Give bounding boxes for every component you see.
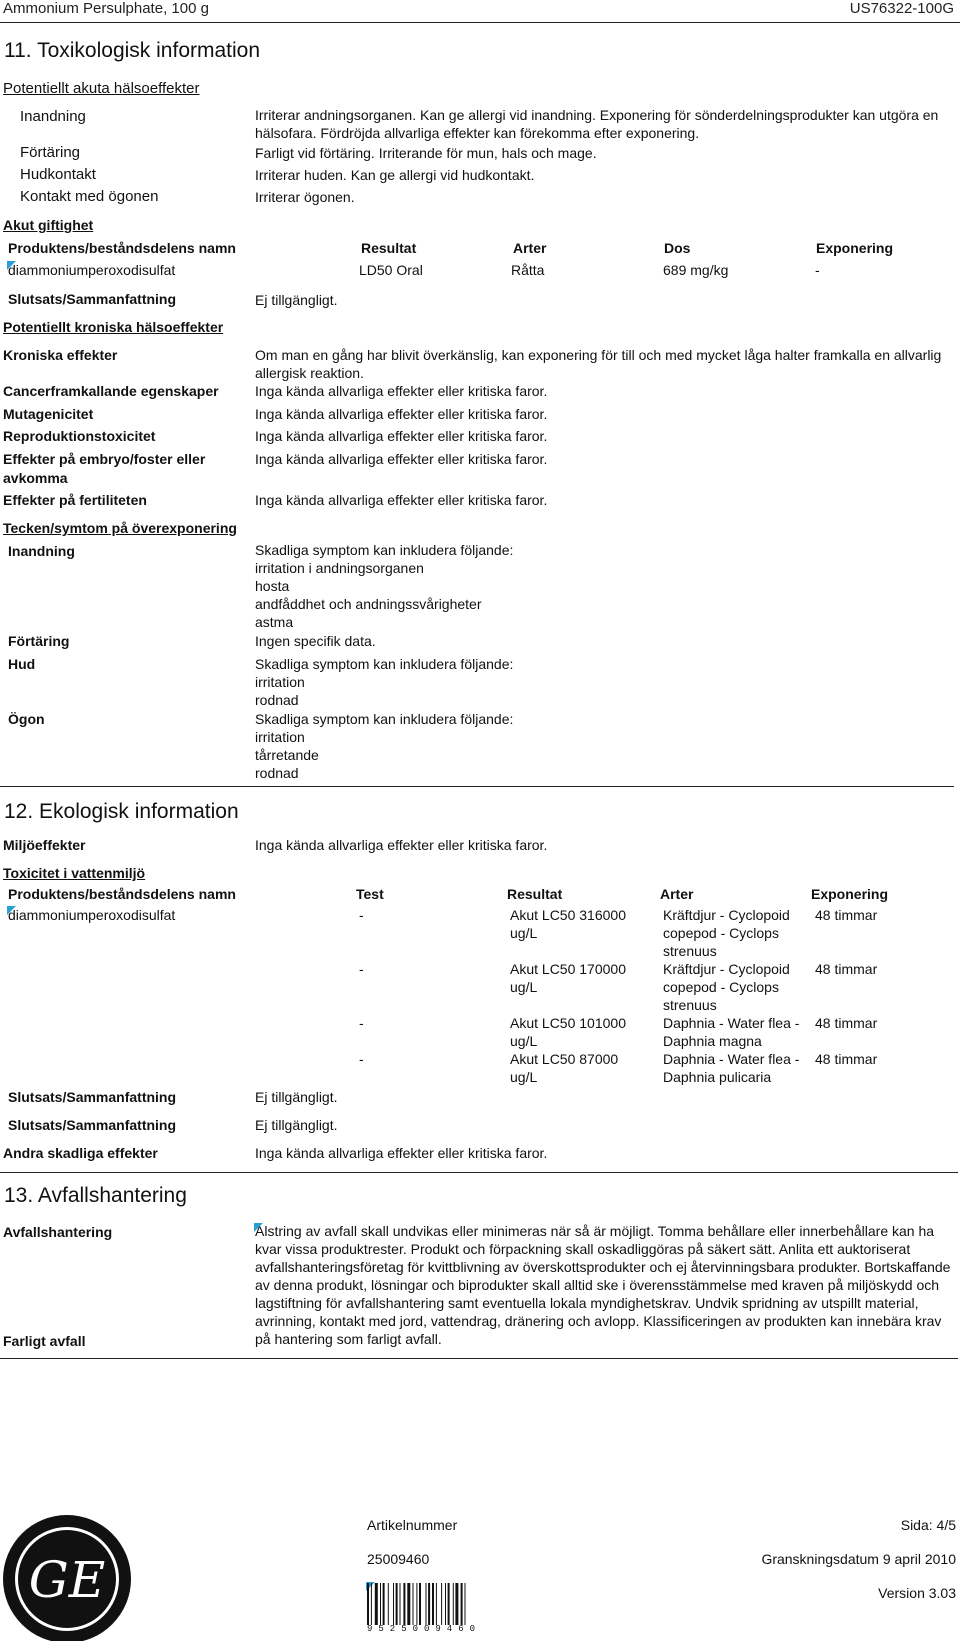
chronic-text: Inga kända allvarliga effekter eller kritiska faror. [255, 406, 548, 422]
symptom-line: Skadliga symptom kan inkludera följande: [255, 542, 514, 558]
acute-label: Hudkontakt [20, 166, 96, 183]
table-cell: - [359, 1051, 364, 1067]
table-cell: Daphnia - Water flea - Daphnia magna [663, 1015, 800, 1049]
env-label: Miljöeffekter [3, 837, 86, 853]
symptom-line: astma [255, 614, 294, 630]
symptom-line: hosta [255, 578, 290, 594]
barcode-bar [445, 1583, 446, 1625]
summary-label: Slutsats/Sammanfattning [8, 1117, 177, 1133]
symptom-line: andfåddhet och andningssvårigheter [255, 596, 482, 612]
product-code: US76322-100G [849, 0, 954, 17]
table-cell: Akut LC50 170000 ug/L [510, 961, 626, 995]
section-rule [0, 786, 954, 787]
barcode-bar [453, 1583, 454, 1625]
acute-label: Inandning [20, 108, 86, 125]
symptom-label: Ögon [8, 711, 45, 727]
symptom-line: Skadliga symptom kan inkludera följande: [255, 656, 514, 672]
col-header: Resultat [507, 886, 563, 902]
symptom-line: Ingen specifik data. [255, 633, 376, 649]
barcode-bar [428, 1583, 430, 1625]
header-rule [0, 22, 960, 23]
chronic-label: Kroniska effekter [3, 347, 118, 363]
symptom-line: rodnad [255, 765, 299, 781]
barcode-bar [465, 1583, 466, 1625]
waste-label: Avfallshantering [3, 1224, 113, 1240]
acute-text: Irriterar huden. Kan ge allergi vid hudkontakt. [255, 167, 535, 183]
table-cell: LD50 Oral [359, 262, 423, 278]
table-cell: Råtta [511, 262, 545, 278]
barcode-bar [455, 1583, 458, 1625]
barcode-bar [383, 1583, 385, 1625]
acute-text: Irriterar ögonen. [255, 189, 355, 205]
chronic-text: Inga kända allvarliga effekter eller kritiska faror. [255, 428, 548, 444]
table-cell: diammoniumperoxodisulfat [8, 262, 176, 278]
symptom-line: irritation [255, 674, 305, 690]
col-header: Arter [660, 886, 694, 902]
barcode-bar [461, 1583, 463, 1625]
barcode-bar [436, 1583, 437, 1625]
barcode-bar [407, 1583, 410, 1625]
summary-label: Slutsats/Sammanfattning [8, 291, 177, 307]
barcode-bar [396, 1583, 398, 1625]
table-cell: - [359, 1015, 364, 1031]
acute-heading: Potentiellt akuta hälsoeffekter [3, 80, 200, 97]
aquatic-heading: Toxicitet i vattenmiljö [3, 865, 146, 881]
table-cell: - [359, 961, 364, 977]
section-rule [0, 1172, 958, 1173]
env-text: Inga kända allvarliga effekter eller kritiska faror. [255, 837, 548, 853]
section-12-title: 12. Ekologisk information [4, 800, 239, 823]
symptom-line: irritation [255, 729, 305, 745]
acute-label: Kontakt med ögonen [20, 188, 159, 205]
section-rule [0, 1358, 958, 1359]
acute-text: Farligt vid förtäring. Irriterande för mun, hals och mage. [255, 145, 597, 161]
barcode-digits: 9525009460 [367, 1624, 482, 1634]
chronic-label: Mutagenicitet [3, 406, 94, 422]
table-cell: 689 mg/kg [663, 262, 729, 278]
chronic-text: Inga kända allvarliga effekter eller kritiska faror. [255, 492, 548, 508]
article-label: Artikelnummer [367, 1517, 458, 1533]
col-header: Resultat [361, 240, 417, 256]
table-cell: Akut LC50 87000 ug/L [510, 1051, 619, 1085]
table-cell: 48 timmar [815, 1051, 878, 1067]
symptom-label: Inandning [8, 543, 75, 559]
barcode-bar [367, 1583, 369, 1625]
page-number: Sida: 4/5 [900, 1517, 956, 1533]
table-cell: - [359, 907, 364, 923]
barcode-bar [375, 1583, 378, 1625]
chronic-label: Effekter på fertiliteten [3, 492, 147, 508]
barcode-bar [426, 1583, 427, 1625]
barcode-bar [393, 1583, 394, 1625]
col-header: Exponering [811, 886, 889, 902]
other-effects-text: Inga kända allvarliga effekter eller kritiska faror. [255, 1145, 548, 1161]
col-header: Produktens/beståndsdelens namn [8, 240, 236, 256]
ge-logo-text: GE [28, 1551, 106, 1609]
barcode-bar [371, 1583, 372, 1625]
acute-label: Förtäring [20, 144, 81, 161]
table-cell: Kräftdjur - Cyclopoid copepod - Cyclops strenuus [663, 961, 790, 1013]
acute-tox-heading: Akut giftighet [3, 217, 94, 233]
chronic-text: Inga kända allvarliga effekter eller kritiska faror. [255, 451, 548, 467]
summary-text: Ej tillgängligt. [255, 1089, 338, 1105]
symptoms-heading: Tecken/symtom på överexponering [3, 520, 237, 536]
symptom-line: Skadliga symptom kan inkludera följande: [255, 711, 514, 727]
col-header: Arter [513, 240, 547, 256]
symptom-label: Förtäring [8, 633, 70, 649]
table-cell: Akut LC50 316000 ug/L [510, 907, 626, 941]
summary-label: Slutsats/Sammanfattning [8, 1089, 177, 1105]
col-header: Produktens/beståndsdelens namn [8, 886, 236, 902]
other-effects-label: Andra skadliga effekter [3, 1145, 158, 1161]
table-cell: 48 timmar [815, 961, 878, 977]
barcode-bar [380, 1583, 381, 1625]
ge-logo [0, 1513, 138, 1641]
symptom-line: tårretande [255, 747, 319, 763]
acute-text: Irriterar andningsorganen. Kan ge allergi vid inandning. Exponering för sönderdelningsprodukter kan utgöra en hälsofara. Fördröjda allvarliga effekter kan förekomma efter exponering. [255, 107, 939, 141]
barcode-bar [400, 1583, 401, 1625]
barcode-bar [388, 1583, 389, 1625]
section-11-title: 11. Toxikologisk information [4, 39, 261, 62]
barcode-bar [448, 1583, 450, 1625]
product-name: Ammonium Persulphate, 100 g [3, 0, 209, 17]
barcode-bar [419, 1583, 421, 1625]
table-cell: 48 timmar [815, 907, 878, 923]
table-cell: - [815, 262, 820, 278]
table-cell: diammoniumperoxodisulfat [8, 907, 176, 923]
waste-text: Alstring av avfall skall undvikas eller minimeras när så är möjligt. Tomma behållare eller innerbehållare kan ha kvar vissa produktrester. Produkt och förpackning skall oskadliggöras på säkert sätt. Anlita ett auktoriserat avfallshanteringsföretag för kvittblivning av överskottsprodukter och ej återvinningsbara produkter. Bortskaffande av denna produkt, lösningar och biprodukter skall alltid ske i överensstämmelse med kraven på miljöskydd och lagstiftning för avfallshantering samt eventuella lokala myndighetskrav. Undvik spridning av utspillt material, avrinning, kontakt med jord, vattendrag, dränering och avlopp. Klassificeringen av produkten kan innebära krav på hantering som farligt avfall. [255, 1223, 951, 1347]
article-number: 25009460 [367, 1551, 430, 1567]
review-date: Granskningsdatum 9 april 2010 [761, 1551, 956, 1567]
table-cell: Daphnia - Water flea - Daphnia pulicaria [663, 1051, 800, 1085]
symptom-line: irritation i andningsorganen [255, 560, 424, 576]
col-header: Dos [664, 240, 691, 256]
barcode [367, 1583, 498, 1625]
barcode-bar [441, 1583, 442, 1625]
table-cell: Akut LC50 101000 ug/L [510, 1015, 626, 1049]
summary-text: Ej tillgängligt. [255, 1117, 338, 1133]
chronic-text: Inga kända allvarliga effekter eller kritiska faror. [255, 383, 548, 399]
version: Version 3.03 [878, 1585, 956, 1601]
table-cell: Kräftdjur - Cyclopoid copepod - Cyclops strenuus [663, 907, 790, 959]
chronic-label: Cancerframkallande egenskaper [3, 383, 219, 399]
summary-text: Ej tillgängligt. [255, 292, 338, 308]
symptom-line: rodnad [255, 692, 299, 708]
barcode-bar [403, 1583, 405, 1625]
col-header: Exponering [816, 240, 894, 256]
hazardous-waste-label: Farligt avfall [3, 1333, 86, 1349]
symptom-label: Hud [8, 656, 36, 672]
chronic-heading: Potentiellt kroniska hälsoeffekter [3, 319, 224, 335]
section-13-title: 13. Avfallshantering [4, 1184, 187, 1207]
barcode-bar [416, 1583, 417, 1625]
barcode-bar [413, 1583, 414, 1625]
table-cell: 48 timmar [815, 1015, 878, 1031]
chronic-label: Reproduktionstoxicitet [3, 428, 156, 444]
chronic-label: Effekter på embryo/foster eller avkomma [3, 451, 206, 486]
barcode-bar [432, 1583, 434, 1625]
chronic-text: Om man en gång har blivit överkänslig, kan exponering för till och med mycket låga halter framkalla en allvarlig allergisk reaktion. [255, 347, 942, 381]
col-header: Test [356, 886, 384, 902]
